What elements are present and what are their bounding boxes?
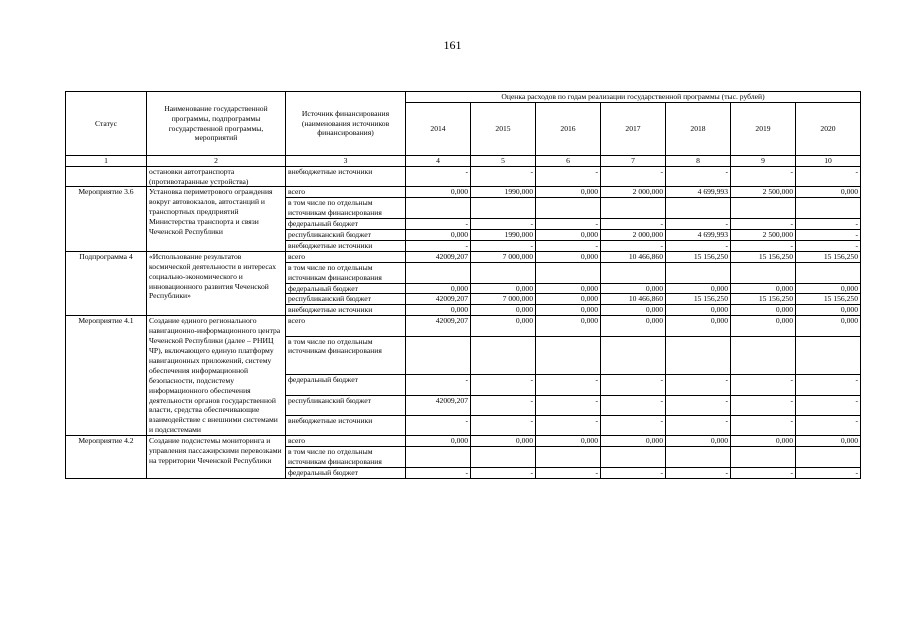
row-value: 4 699,993 bbox=[666, 230, 731, 241]
row-value bbox=[536, 262, 601, 283]
row-source: всего bbox=[286, 187, 406, 198]
table-row bbox=[66, 251, 861, 262]
row-value: 0,000 bbox=[406, 187, 471, 198]
row-value: - bbox=[796, 467, 861, 478]
row-status: Подпрограмма 4 bbox=[66, 251, 147, 315]
row-value bbox=[536, 198, 601, 219]
row-value bbox=[731, 198, 796, 219]
row-value: - bbox=[406, 415, 471, 435]
header-source: Источник финансирования (наименования источников финансирования) bbox=[286, 92, 406, 156]
row-value: 0,000 bbox=[601, 436, 666, 447]
row-value: 42009,207 bbox=[406, 294, 471, 305]
header-year: 2014 bbox=[406, 103, 471, 156]
row-value: - bbox=[406, 375, 471, 395]
row-value: 10 466,860 bbox=[601, 251, 666, 262]
row-value: 7 000,000 bbox=[471, 294, 536, 305]
row-value: - bbox=[536, 240, 601, 251]
row-value: 1990,000 bbox=[471, 187, 536, 198]
row-value bbox=[601, 447, 666, 468]
row-status: Мероприятие 4.2 bbox=[66, 436, 147, 479]
row-value: 15 156,250 bbox=[796, 294, 861, 305]
row-value bbox=[666, 447, 731, 468]
row-value: 0,000 bbox=[731, 283, 796, 294]
row-source: внебюджетные источники bbox=[286, 305, 406, 316]
row-value: 0,000 bbox=[471, 316, 536, 336]
row-value bbox=[471, 447, 536, 468]
row-value: 0,000 bbox=[601, 305, 666, 316]
row-value: - bbox=[796, 240, 861, 251]
column-number: 1 bbox=[66, 156, 147, 167]
row-source: в том числе по отдельным источникам финансирования bbox=[286, 447, 406, 468]
row-value bbox=[796, 262, 861, 283]
row-value: - bbox=[731, 240, 796, 251]
row-source: в том числе по отдельным источникам финансирования bbox=[286, 262, 406, 283]
row-value bbox=[601, 336, 666, 375]
header-estimate: Оценка расходов по годам реализации государственной программы (тыс. рублей) bbox=[406, 92, 861, 103]
row-value: 0,000 bbox=[731, 316, 796, 336]
row-source: внебюджетные источники bbox=[286, 240, 406, 251]
row-value bbox=[536, 447, 601, 468]
row-status: Мероприятие 4.1 bbox=[66, 316, 147, 436]
row-value bbox=[666, 198, 731, 219]
row-value: - bbox=[471, 375, 536, 395]
row-value: 15 156,250 bbox=[666, 294, 731, 305]
row-value bbox=[666, 336, 731, 375]
row-value: 4 699,993 bbox=[666, 187, 731, 198]
row-value: - bbox=[731, 375, 796, 395]
row-value: 7 000,000 bbox=[471, 251, 536, 262]
row-source: республиканский бюджет bbox=[286, 294, 406, 305]
row-value: - bbox=[796, 230, 861, 241]
row-value bbox=[406, 336, 471, 375]
column-number: 7 bbox=[601, 156, 666, 167]
header-year: 2018 bbox=[666, 103, 731, 156]
column-number: 10 bbox=[796, 156, 861, 167]
row-value: - bbox=[731, 415, 796, 435]
row-value: 15 156,250 bbox=[731, 251, 796, 262]
row-value: 0,000 bbox=[406, 283, 471, 294]
row-value: - bbox=[601, 467, 666, 478]
header-year: 2019 bbox=[731, 103, 796, 156]
row-value bbox=[601, 198, 666, 219]
header-year: 2017 bbox=[601, 103, 666, 156]
row-value: 42009,207 bbox=[406, 251, 471, 262]
row-value: - bbox=[471, 219, 536, 230]
row-value: - bbox=[406, 166, 471, 187]
row-value: 0,000 bbox=[471, 436, 536, 447]
row-value bbox=[666, 262, 731, 283]
row-value: 2 500,000 bbox=[731, 187, 796, 198]
row-value: 0,000 bbox=[731, 436, 796, 447]
row-value: 15 156,250 bbox=[796, 251, 861, 262]
row-value: - bbox=[406, 219, 471, 230]
row-name: Установка периметрового ограждения вокруг автовокзалов, автостанций и транспортных предприятий Министерства транспорта и связи Чеченской Республики bbox=[147, 187, 286, 251]
row-status bbox=[66, 166, 147, 187]
row-value: - bbox=[601, 415, 666, 435]
column-number: 6 bbox=[536, 156, 601, 167]
row-value: - bbox=[601, 240, 666, 251]
row-source: внебюджетные источники bbox=[286, 415, 406, 435]
row-value: 42009,207 bbox=[406, 395, 471, 415]
row-value: 0,000 bbox=[536, 305, 601, 316]
row-value: 0,000 bbox=[406, 230, 471, 241]
row-value: 15 156,250 bbox=[731, 294, 796, 305]
row-value: - bbox=[666, 467, 731, 478]
budget-table bbox=[65, 91, 861, 479]
row-value: - bbox=[601, 395, 666, 415]
table-row bbox=[66, 316, 861, 336]
column-number-row bbox=[66, 156, 861, 167]
row-value: - bbox=[796, 219, 861, 230]
row-value: - bbox=[666, 166, 731, 187]
row-value: - bbox=[796, 375, 861, 395]
table-row bbox=[66, 187, 861, 198]
header-year: 2020 bbox=[796, 103, 861, 156]
row-value bbox=[601, 262, 666, 283]
row-value: - bbox=[796, 166, 861, 187]
row-value: 1990,000 bbox=[471, 230, 536, 241]
column-number: 4 bbox=[406, 156, 471, 167]
row-value: - bbox=[536, 415, 601, 435]
row-source: всего bbox=[286, 436, 406, 447]
row-value bbox=[406, 262, 471, 283]
row-value: 0,000 bbox=[796, 283, 861, 294]
row-value bbox=[406, 447, 471, 468]
row-source: всего bbox=[286, 251, 406, 262]
row-value: - bbox=[471, 467, 536, 478]
row-value: - bbox=[536, 467, 601, 478]
row-source: федеральный бюджет bbox=[286, 219, 406, 230]
row-value: 15 156,250 bbox=[666, 251, 731, 262]
row-value: 0,000 bbox=[406, 305, 471, 316]
header-year: 2016 bbox=[536, 103, 601, 156]
row-value: 42009,207 bbox=[406, 316, 471, 336]
row-value: 0,000 bbox=[536, 230, 601, 241]
row-name: «Использование результатов космической деятельности в интересах социально-экономического и инновационного развития Чеченской Республики» bbox=[147, 251, 286, 315]
table-row bbox=[66, 166, 861, 187]
row-name: Создание единого регионального навигационно-информационного центра Чеченской Республики (далее – РНИЦ ЧР), включающего единую платформу навигационных приложений, систему обеспечения информационной безопасности, подсистему информационного обеспечения деятельности органов государственной власти, средства обеспечивающие взаимодействие с внешними системами и подсистемами bbox=[147, 316, 286, 436]
row-value: - bbox=[731, 219, 796, 230]
header-status: Статус bbox=[66, 92, 147, 156]
row-name: остановки автотранспорта (противотаранные устройства) bbox=[147, 166, 286, 187]
row-value bbox=[796, 336, 861, 375]
header-name: Наименование государственной программы, подпрограммы государственной программы, мероприятий bbox=[147, 92, 286, 156]
row-value: 10 466,860 bbox=[601, 294, 666, 305]
row-value: - bbox=[601, 375, 666, 395]
row-value: 0,000 bbox=[471, 283, 536, 294]
row-value: 0,000 bbox=[666, 316, 731, 336]
column-number: 3 bbox=[286, 156, 406, 167]
row-source: республиканский бюджет bbox=[286, 230, 406, 241]
table-row bbox=[66, 436, 861, 447]
row-value: 2 000,000 bbox=[601, 187, 666, 198]
row-value bbox=[471, 198, 536, 219]
row-value: - bbox=[406, 240, 471, 251]
row-value: - bbox=[731, 166, 796, 187]
row-value: - bbox=[601, 219, 666, 230]
header-row bbox=[66, 92, 861, 103]
row-value: 0,000 bbox=[796, 436, 861, 447]
row-value: 0,000 bbox=[666, 283, 731, 294]
row-value: - bbox=[666, 240, 731, 251]
row-source: в том числе по отдельным источникам финансирования bbox=[286, 336, 406, 375]
row-source: федеральный бюджет bbox=[286, 375, 406, 395]
column-number: 8 bbox=[666, 156, 731, 167]
row-source: федеральный бюджет bbox=[286, 467, 406, 478]
row-value bbox=[796, 198, 861, 219]
row-value: 0,000 bbox=[536, 436, 601, 447]
column-number: 5 bbox=[471, 156, 536, 167]
row-value: 0,000 bbox=[796, 316, 861, 336]
row-value bbox=[471, 262, 536, 283]
row-value: 0,000 bbox=[406, 436, 471, 447]
row-value bbox=[471, 336, 536, 375]
row-value: - bbox=[666, 395, 731, 415]
row-value: 0,000 bbox=[601, 316, 666, 336]
row-source: всего bbox=[286, 316, 406, 336]
row-value: - bbox=[731, 395, 796, 415]
column-number: 9 bbox=[731, 156, 796, 167]
row-value: 2 500,000 bbox=[731, 230, 796, 241]
row-value: - bbox=[796, 415, 861, 435]
row-value: 0,000 bbox=[536, 187, 601, 198]
row-value: - bbox=[406, 467, 471, 478]
row-value: - bbox=[536, 166, 601, 187]
row-value bbox=[796, 447, 861, 468]
page-number: 161 bbox=[443, 38, 462, 52]
row-value bbox=[406, 198, 471, 219]
row-value: - bbox=[471, 240, 536, 251]
row-value: 0,000 bbox=[471, 305, 536, 316]
row-value: - bbox=[666, 375, 731, 395]
row-value: 0,000 bbox=[666, 305, 731, 316]
row-source: республиканский бюджет bbox=[286, 395, 406, 415]
row-value: - bbox=[536, 219, 601, 230]
row-source: федеральный бюджет bbox=[286, 283, 406, 294]
row-source: внебюджетные источники bbox=[286, 166, 406, 187]
row-value: 0,000 bbox=[536, 316, 601, 336]
column-number: 2 bbox=[147, 156, 286, 167]
row-value: 0,000 bbox=[536, 283, 601, 294]
row-value: - bbox=[796, 395, 861, 415]
header-year: 2015 bbox=[471, 103, 536, 156]
row-value bbox=[536, 336, 601, 375]
row-value bbox=[731, 262, 796, 283]
row-value: 0,000 bbox=[601, 283, 666, 294]
row-value: 0,000 bbox=[731, 305, 796, 316]
row-value bbox=[731, 447, 796, 468]
row-value: - bbox=[471, 166, 536, 187]
row-value: - bbox=[471, 395, 536, 415]
row-value: 0,000 bbox=[796, 187, 861, 198]
row-value: - bbox=[471, 415, 536, 435]
row-value: 0,000 bbox=[796, 305, 861, 316]
row-source: в том числе по отдельным источникам финансирования bbox=[286, 198, 406, 219]
row-value: - bbox=[666, 219, 731, 230]
row-value: 0,000 bbox=[666, 436, 731, 447]
row-value: - bbox=[731, 467, 796, 478]
row-value: 0,000 bbox=[536, 251, 601, 262]
row-value: - bbox=[666, 415, 731, 435]
row-value: - bbox=[536, 395, 601, 415]
row-value bbox=[731, 336, 796, 375]
row-name: Создание подсистемы мониторинга и управления пассажирскими перевозками на территории Чеченской Республики bbox=[147, 436, 286, 479]
row-value: 2 000,000 bbox=[601, 230, 666, 241]
row-value: - bbox=[536, 375, 601, 395]
row-status: Мероприятие 3.6 bbox=[66, 187, 147, 251]
row-value: 0,000 bbox=[536, 294, 601, 305]
row-value: - bbox=[601, 166, 666, 187]
